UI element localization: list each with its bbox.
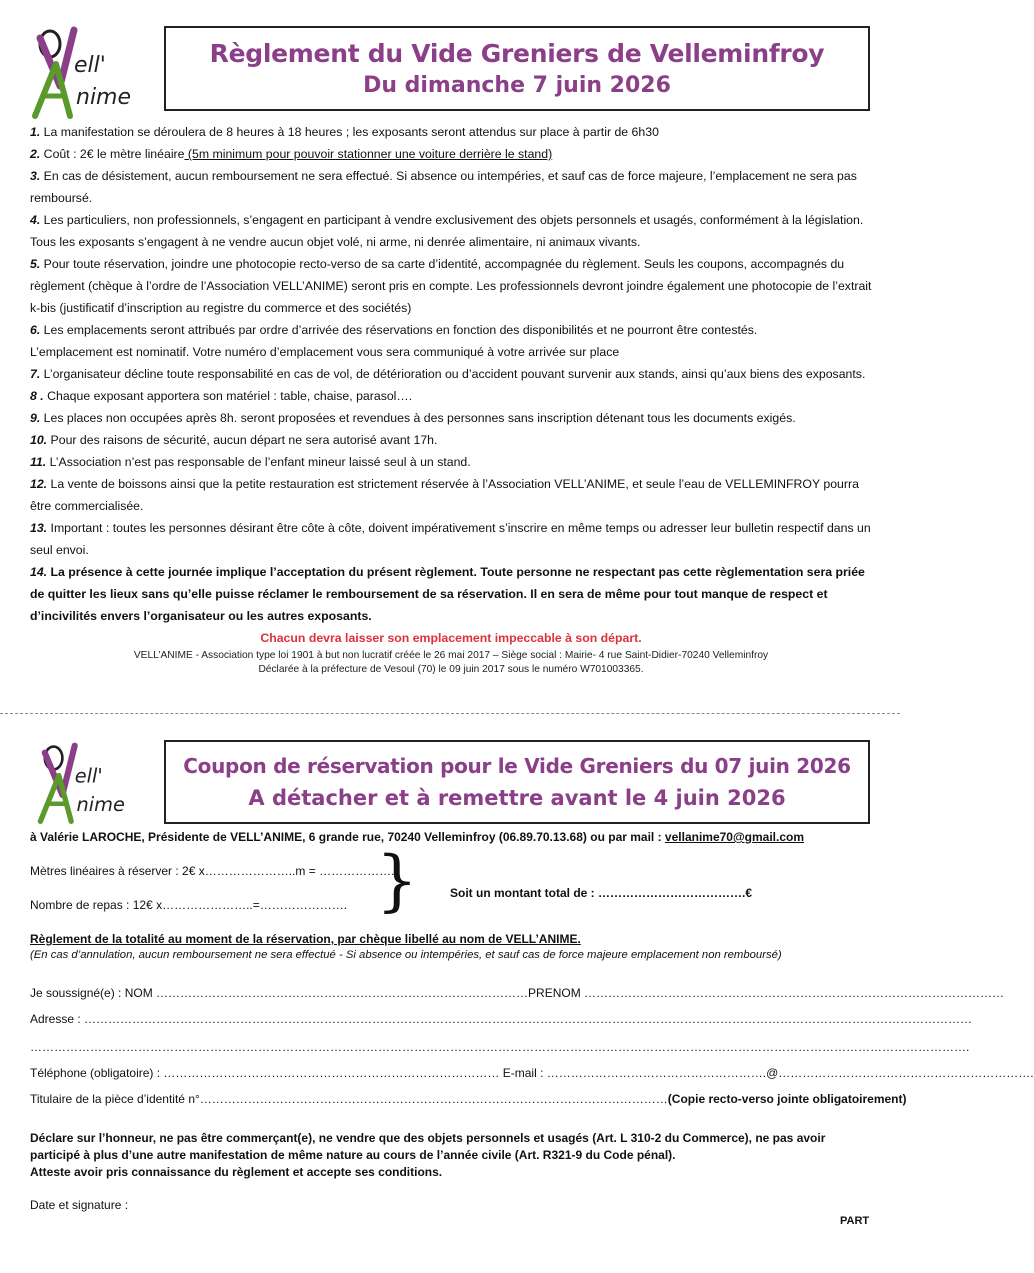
svg-text:nime: nime bbox=[76, 85, 132, 110]
adresse-line[interactable]: Adresse : …………………………………………………………………………………………………………………………………………………………………………………………………… bbox=[30, 1012, 973, 1026]
adresse-line-2[interactable]: ………………………………………………………………………………………………………………………………………………………………………………………………………………. bbox=[30, 1040, 970, 1054]
rule-7: 7. L’organisateur décline toute responsabilité en cas de vol, de détérioration ou d’accident pouvant survenir aux stands, ainsi qu’aux biens des exposants. bbox=[30, 367, 866, 381]
rule-2: 2. Coût : 2€ le mètre linéaire (5m minimum pour pouvoir stationner une voiture derrière le stand) bbox=[30, 147, 553, 161]
coupon-email-link[interactable]: vellanime70@gmail.com bbox=[664, 830, 805, 844]
declaration-2: participé à plus d’une autre manifestation de même nature au cours de l’année civile (Art. R321-9 du Code pénal). bbox=[30, 1148, 676, 1162]
page-title: Règlement du Vide Greniers de Velleminfroy bbox=[209, 39, 825, 68]
svg-text:ell': ell' bbox=[74, 53, 106, 78]
coupon-header-box bbox=[164, 740, 870, 824]
rule-3: 3. En cas de désistement, aucun remboursement ne sera effectué. Si absence ou intempéries, et sauf cas de force majeure, l’emplacement ne sera pas remboursé. bbox=[30, 169, 857, 205]
rule-10: 10. Pour des raisons de sécurité, aucun départ ne sera autorisé avant 17h. bbox=[30, 433, 438, 447]
rule-9: 9. Les places non occupées après 8h. seront proposées et revendues à des personnes sans inscription détenant tous les documents exigés. bbox=[30, 411, 796, 425]
coupon-subtitle: A détacher et à remettre avant le 4 juin 2026 bbox=[248, 786, 786, 810]
rule-13: 13. Important : toutes les personnes désirant être côte à côte, doivent impérativement s’inscrire en même temps ou adresser leur bulletin respectif dans un seul envoi. bbox=[30, 521, 871, 557]
rule-1: 1. La manifestation se déroulera de 8 heures à 18 heures ; les exposants seront attendus sur place à partir de 6h30 bbox=[30, 125, 659, 139]
rules-list bbox=[30, 121, 872, 677]
rule-4: 4. Les particuliers, non professionnels, s’engagent en participant à vendre exclusivement des objets personnels et usagés, conformément à la législation. Tous les exposants s’engagent à ne vendre aucun objet volé, ni arme, ni denrée alimentaire, ni animaux vivants. bbox=[30, 213, 864, 249]
rule-14: 14. La présence à cette journée implique l’acceptation du présent règlement. Toute personne ne respectant pas cette règlementation sera priée de quitter les lieux sans qu’elle puisse réclamer le remboursement de sa réservation. Il en sera de même pour tout manque de respect et d’incivilités envers l’organisateur ou les autres exposants. bbox=[30, 565, 865, 623]
rule-11: 11. L’Association n’est pas responsable de l’enfant mineur laissé seul à un stand. bbox=[30, 455, 471, 469]
part-label: PART bbox=[840, 1215, 870, 1227]
svg-text:nime: nime bbox=[76, 792, 125, 816]
vellanime-logo-icon bbox=[36, 740, 146, 820]
declaration-1: Déclare sur l’honneur, ne pas être commerçant(e), ne vendre que des objets personnels et usagés (Art. L 310-2 du Commerce), ne pas avoir bbox=[30, 1131, 826, 1145]
metres-line[interactable]: Mètres linéaires à réserver : 2€ x…………………..m = ……………….. bbox=[30, 864, 398, 878]
payment-note: (En cas d’annulation, aucun remboursement ne sera effectué - Si absence ou intempéries, et sauf cas de force majeure emplacement non remboursé) bbox=[30, 949, 782, 961]
repas-line[interactable]: Nombre de repas : 12€ x…………………..=…………………. bbox=[30, 898, 348, 912]
coupon-body bbox=[30, 828, 1034, 1228]
rule-8: 8 . Chaque exposant apportera son matériel : table, chaise, parasol…. bbox=[30, 389, 413, 403]
declaration-3: Atteste avoir pris connaissance du règlement et accepte ses conditions. bbox=[30, 1165, 443, 1179]
telephone-line[interactable]: Téléphone (obligatoire) : ………………………………………………………………………… E-mail : ……………………………………………….@………………………………………………………. bbox=[30, 1066, 1034, 1080]
coupon-title: Coupon de réservation pour le Vide Greniers du 07 juin 2026 bbox=[183, 754, 851, 778]
header-box bbox=[164, 26, 870, 111]
rule-6: 6. Les emplacements seront attribués par ordre d’arrivée des réservations en fonction des disponibilités et ne pourront être contestés. L’emplacement est nominatif. Votre numéro d’emplacement vous sera communiqué à votre arrivée sur place bbox=[30, 323, 758, 359]
total-line[interactable]: Soit un montant total de : ……………………………….€ bbox=[450, 886, 752, 900]
payment-title: Règlement de la totalité au moment de la réservation, par chèque libellé au nom de VELL’ANIME. bbox=[30, 932, 581, 946]
red-note: Chacun devra laisser son emplacement impeccable à son départ. bbox=[260, 631, 642, 645]
id-line[interactable]: Titulaire de la pièce d’identité n°………………………………………………………………………………………………………(Copie recto-verso jointe obligatoirement) bbox=[30, 1092, 907, 1106]
vellanime-logo-icon bbox=[30, 24, 155, 114]
logo-top bbox=[30, 24, 155, 114]
signature-label[interactable]: Date et signature : bbox=[30, 1198, 129, 1212]
page-subtitle: Du dimanche 7 juin 2026 bbox=[363, 73, 671, 98]
logo-coupon bbox=[36, 740, 146, 820]
cut-line-divider bbox=[0, 713, 900, 714]
assoc-info-1: VELL’ANIME - Association type loi 1901 à but non lucratif créée le 26 mai 2017 – Siège social : Mairie- 4 rue Saint-Didier-70240 Velleminfroy bbox=[133, 650, 769, 661]
rule-5: 5. Pour toute réservation, joindre une photocopie recto-verso de sa carte d’identité, accompagnée du règlement. Seuls les coupons, accompagnés du règlement (chèque à l’ordre de l’Association VELL’ANIME) seront pris en compte. Les professionnels devront joindre également une photocopie de l’extrait k-bis (justificatif d’inscription au registre du commerce et des sociétés) bbox=[30, 257, 872, 315]
rule-12: 12. La vente de boissons ainsi que la petite restauration est strictement réservée à l’Association VELL’ANIME, et seule l’eau de VELLEMINFROY pourra être commercialisée. bbox=[30, 477, 859, 513]
brace-symbol: } bbox=[376, 842, 418, 919]
svg-text:ell': ell' bbox=[74, 764, 103, 788]
nom-line[interactable]: Je soussigné(e) : NOM …………………………………………………………………………………PRENOM …………………………………………………………………………………………… bbox=[30, 986, 1005, 1000]
coupon-address: à Valérie LAROCHE, Présidente de VELL’ANIME, 6 grande rue, 70240 Velleminfroy (06.89.70.13.68) ou par mail : vellanime70@gmail.com bbox=[30, 830, 805, 844]
assoc-info-2: Déclarée à la préfecture de Vesoul (70) le 09 juin 2017 sous le numéro W701003365. bbox=[258, 664, 644, 675]
